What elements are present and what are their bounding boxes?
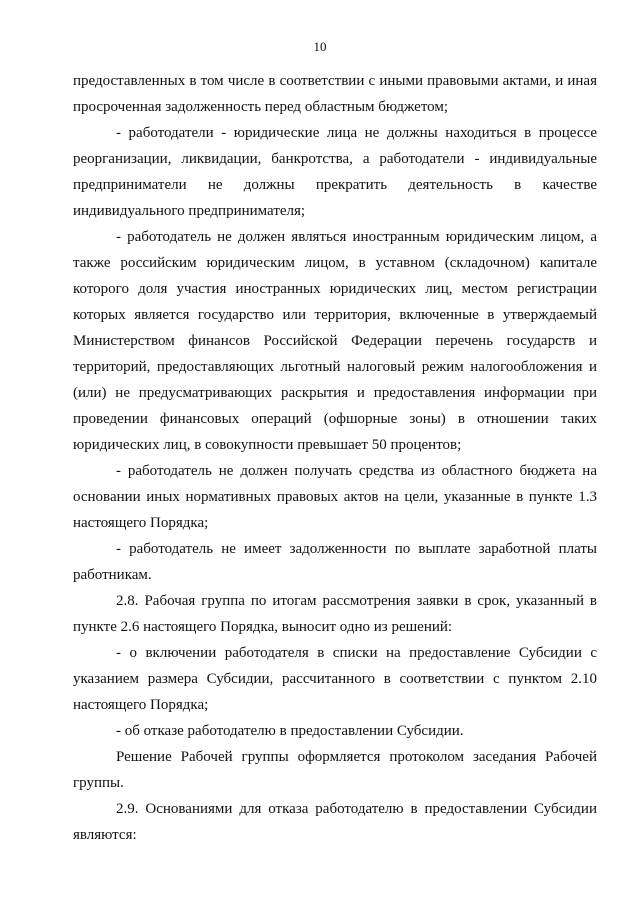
page-number: 10 [313, 39, 327, 54]
paragraph-refusal-decision: - об отказе работодателю в предоставлении Субсидии. [116, 723, 464, 739]
paragraph-2-8: 2.8. Рабочая группа по итогам рассмотрения заявки в срок, указанный в пункте 2.6 настоящего Порядка, выносит одно из решений: [73, 593, 597, 635]
paragraph-foreign-entity: - работодатель не должен являться иностранным юридическим лицом, а также российским юридическим лицом, в уставном (складочном) капитале которого доля участия иностранных юридических лиц, местом регистрации которых является государство или территория, включенные в утверждаемый Министерством финансов Российской Федерации перечень государств и территорий, предоставляющих льготный налоговый режим налогообложения и (или) не предусматривающих раскрытия и предоставления информации при проведении финансовых операций (офшорные зоны) в отношении таких юридических лиц, в совокупности превышает 50 процентов; [73, 229, 597, 453]
document-body [73, 68, 597, 848]
paragraph-wage-debt: - работодатель не имеет задолженности по выплате заработной платы работникам. [73, 541, 597, 583]
paragraph-protocol: Решение Рабочей группы оформляется протоколом заседания Рабочей группы. [73, 749, 597, 791]
paragraph-continuation: предоставленных в том числе в соответствии с иными правовыми актами, и иная просроченная задолженность перед областным бюджетом; [73, 73, 597, 115]
paragraph-reorganization: - работодатели - юридические лица не должны находиться в процессе реорганизации, ликвидации, банкротства, а работодатели - индивидуальные предприниматели не должны прекратить деятельность в качестве индивидуального предпринимателя; [73, 125, 597, 219]
paragraph-inclusion-decision: - о включении работодателя в списки на предоставление Субсидии с указанием размера Субсидии, рассчитанного в соответствии с пунктом 2.10 настоящего Порядка; [73, 645, 597, 713]
paragraph-other-funding: - работодатель не должен получать средства из областного бюджета на основании иных нормативных правовых актов на цели, указанные в пункте 1.3 настоящего Порядка; [73, 463, 597, 531]
paragraph-2-9: 2.9. Основаниями для отказа работодателю в предоставлении Субсидии являются: [73, 801, 597, 843]
